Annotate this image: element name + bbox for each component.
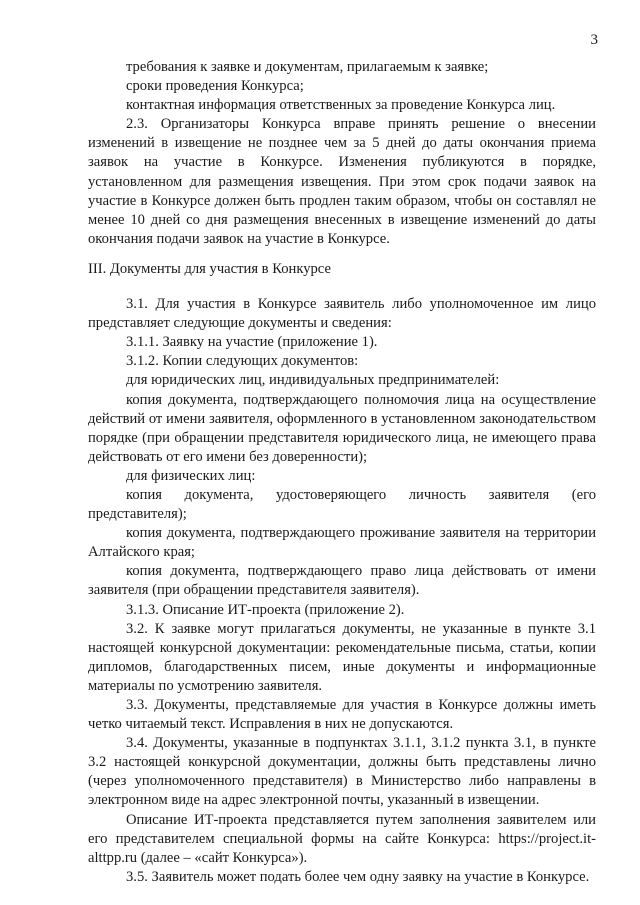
page-number: 3 (590, 32, 598, 48)
paragraph-authority-copy: копия документа, подтверждающего полномочия лица на осуществление действий от имени заявителя, оформленного в установленном законодательством порядке (при обращении представителя юридического лица, не имеющего права действовать от его имени без доверенности); (88, 391, 596, 465)
paragraph-legal-entities: для юридических лиц, индивидуальных предпринимателей: (126, 372, 500, 389)
paragraph-list-item: контактная информация ответственных за проведение Конкурса лиц. (126, 97, 556, 114)
paragraph-3-1: 3.1. Для участия в Конкурсе заявитель либо уполномоченное им лицо представляет следующие документы и сведения: (88, 296, 596, 332)
paragraph-identity-copy: копия документа, удостоверяющего личность заявителя (его представителя); (88, 486, 596, 523)
paragraph-3-2: 3.2. К заявке могут прилагаться документы, не указанные в пункте 3.1 настоящей конкурсной документации: рекомендательные письма, статьи, копии дипломов, благодарственных писем, иные документы и информационные материалы по усмотрению заявителя. (88, 620, 596, 694)
section-heading: III. Документы для участия в Конкурсе (88, 260, 331, 277)
paragraph-3-1-3: 3.1.3. Описание ИТ-проекта (приложение 2). (126, 601, 405, 618)
paragraph-3-1-2: 3.1.2. Копии следующих документов: (126, 353, 359, 370)
paragraph-residence-copy: копия документа, подтверждающего проживание заявителя на территории Алтайского края; (88, 525, 596, 561)
paragraph-representation-copy: копия документа, подтверждающего право лица действовать от имени заявителя (при обращении представителя заявителя). (88, 563, 596, 599)
paragraph-list-item: сроки проведения Конкурса; (126, 78, 304, 95)
document-body (88, 58, 596, 887)
paragraph-project-description: Описание ИТ-проекта представляется путем заполнения заявителем или его представителем специальной формы на сайте Конкурса: https://project.it-alttpp.ru (далее – «сайт Конкурса»). (88, 811, 596, 866)
paragraph-3-5: 3.5. Заявитель может подать более чем одну заявку на участие в Конкурсе. (126, 868, 590, 885)
paragraph-3-3: 3.3. Документы, представляемые для участия в Конкурсе должны иметь четко читаемый текст. Исправления в них не допускаются. (88, 697, 596, 733)
paragraph-individuals: для физических лиц: (126, 467, 256, 484)
paragraph-3-1-1: 3.1.1. Заявку на участие (приложение 1). (126, 334, 378, 351)
paragraph-list-item: требования к заявке и документам, прилагаемым к заявке; (126, 59, 489, 75)
paragraph-2-3: 2.3. Организаторы Конкурса вправе принять решение о внесении изменений в извещение не позднее чем за 5 дней до даты окончания приема заявок на участие в Конкурсе. Изменения публикуются в порядке, установленном для размещения извещения. При этом срок подачи заявок на участие в Конкурсе должен быть продлен таким образом, чтобы он составлял не менее 10 дней со дня размещения внесенных в извещение изменений до даты окончания подачи заявок на участие в Конкурсе. (88, 116, 596, 247)
paragraph-3-4: 3.4. Документы, указанные в подпунктах 3.1.1, 3.1.2 пункта 3.1, в пункте 3.2 настоящей конкурсной документации, должны быть представлены лично (через уполномоченного представителя) в Министерство либо направлены в электронном виде на адрес электронной почты, указанный в извещении. (88, 735, 596, 809)
